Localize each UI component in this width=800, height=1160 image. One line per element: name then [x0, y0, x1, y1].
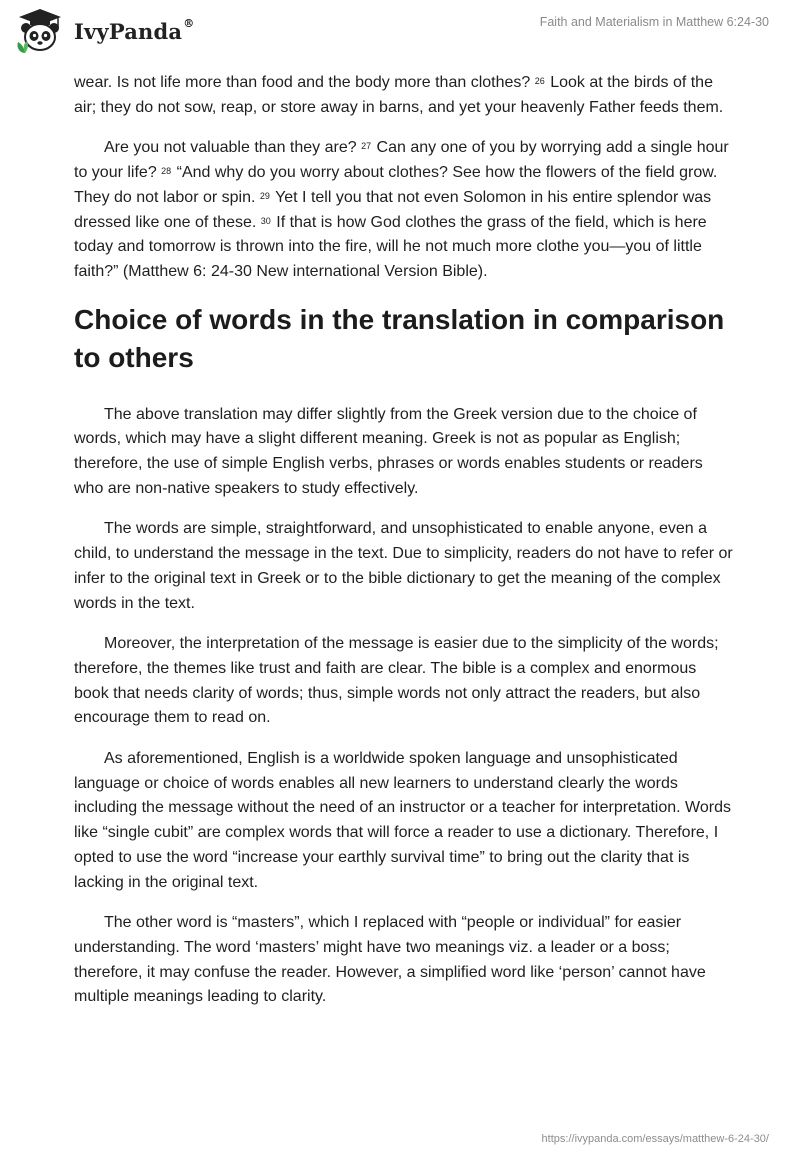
- verse-number: 30: [260, 215, 271, 226]
- paragraph-6: As aforementioned, English is a worldwide spoken language and unsophisticated language or choice of words enables all new learners to understand clearly the words including the message without the need of an instructor or a teacher for interpretation. Words like “single cubit” are complex words that will force a reader to use a dictionary. Therefore, I opted to use the word “increase your earthly survival time” to bring out the clarity that is lacking in the original text.: [74, 750, 731, 891]
- paragraph-1: wear. Is not life more than food and the body more than clothes? $^{26}$ Look at the birds of the air; they do not sow, reap, or store away in barns, and yet your heavenly Father feeds them.: [74, 74, 724, 116]
- essay-body: [74, 71, 734, 1026]
- section-heading: Choice of words in the translation in comparison to others: [74, 303, 725, 373]
- verse-number: 28: [161, 166, 172, 177]
- paragraph-5: Moreover, the interpretation of the message is easier due to the simplicity of the words; therefore, the themes like trust and faith are clear. The bible is a complex and enormous book that needs clarity of words; thus, simple words not only attract the readers, but also encourage them to read on.: [74, 635, 719, 727]
- paragraph-4: The words are simple, straightforward, and unsophisticated to enable anyone, even a child, to understand the message in the text. Due to simplicity, readers do not have to refer or infer to the original text in Greek or to the bible dictionary to get the meaning of the complex words in the text.: [74, 520, 733, 612]
- registered-mark: ®: [183, 16, 195, 30]
- paragraph-2: Are you not valuable than they are? $^{27}$ Can any one of you by worrying add a single hour to your life? $^{28}$ “And why do you worry about clothes? See how the flowers of the field grow. They do not labor or spin. $^{29}$ Yet I tell you that not even Solomon in his entire splendor was dressed like one of these. $^{30}$ If that is how God clothes the grass of the field, which is here today and tomorrow is thrown into the fire, will he not much more clothe you—you of little faith?” (Matthew 6: 24-30 New international Version Bible).: [74, 139, 729, 280]
- verse-number: 27: [361, 141, 372, 152]
- page-header: [0, 0, 800, 70]
- panda-mascot-icon: [14, 8, 66, 54]
- document-title: Faith and Materialism in Matthew 6:24-30: [539, 15, 769, 29]
- brand-logo[interactable]: [14, 8, 194, 54]
- verse-number: 26: [534, 76, 545, 86]
- brand-name: IvyPanda®: [74, 16, 195, 44]
- paragraph-3: The above translation may differ slightly from the Greek version due to the choice of words, which may have a slight different meaning. Greek is not as popular as English; therefore, the use of simple English verbs, phrases or words enables students or readers who are non-native speakers to study effectively.: [74, 405, 703, 497]
- source-url[interactable]: https://ivypanda.com/essays/matthew-6-24-30/: [541, 1133, 769, 1145]
- verse-number: 29: [259, 190, 270, 201]
- paragraph-7: The other word is “masters”, which I replaced with “people or individual” for easier understanding. The word ‘masters’ might have two meanings viz. a leader or a boss; therefore, it may confuse the reader. However, a simplified word like ‘person’ cannot have multiple meanings leading to clarity.: [74, 914, 706, 1006]
